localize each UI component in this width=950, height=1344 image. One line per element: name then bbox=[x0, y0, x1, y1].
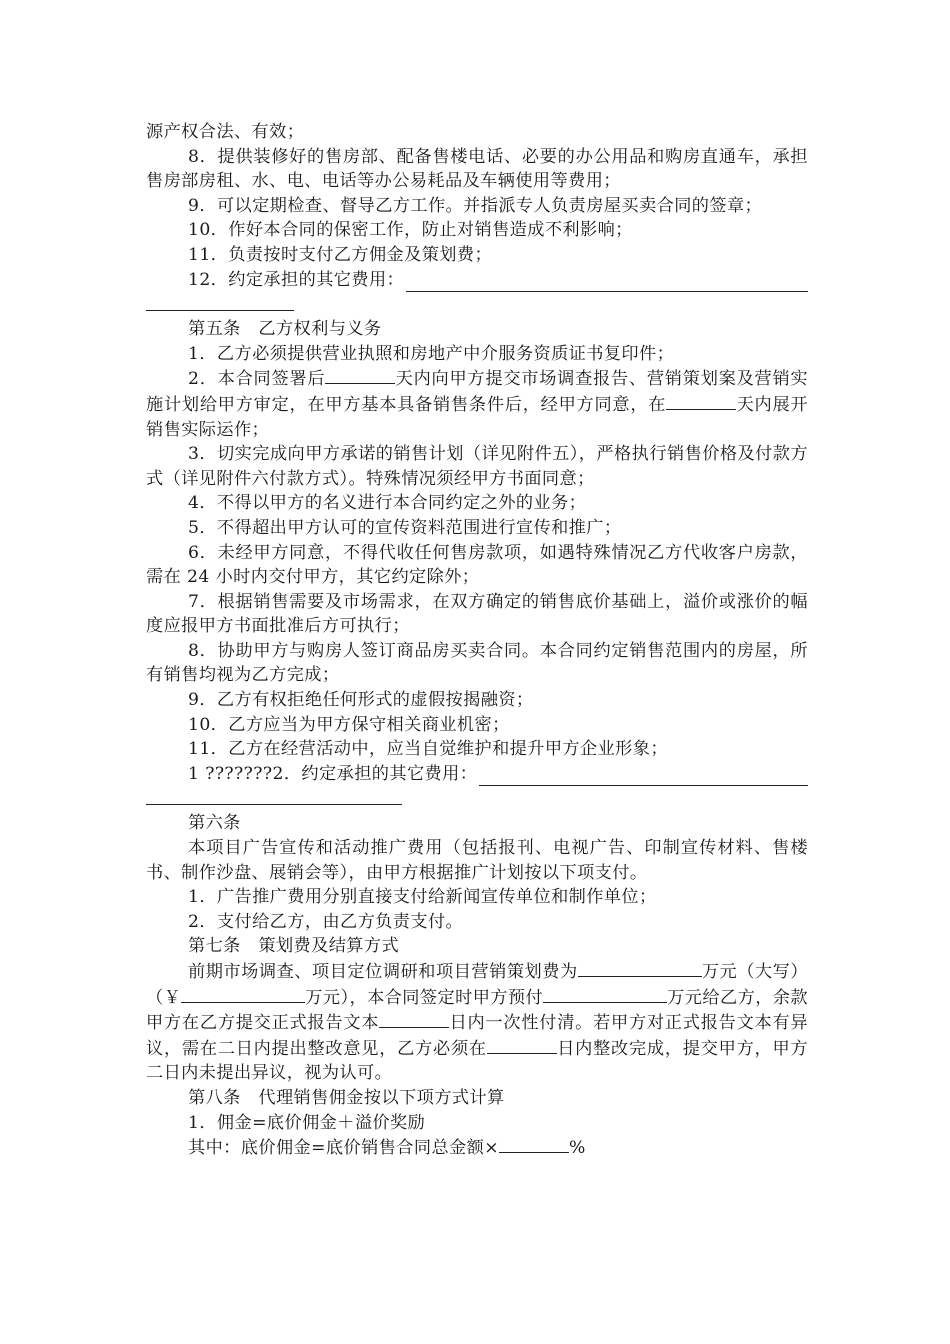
paragraph-text: 日内一次性付清。若甲方对正式报告文本有异议，需在二日内提出整改意见，乙方必须在 bbox=[146, 1013, 808, 1059]
list-item: 9．可以定期检查、督导乙方工作。并指派专人负责房屋买卖合同的签章； bbox=[188, 195, 763, 216]
paragraph bbox=[146, 959, 808, 1086]
text-line: 源产权合法、有效； bbox=[146, 122, 305, 142]
item-text: 天内展开销售实际运作； bbox=[146, 394, 808, 440]
fill-blank[interactable] bbox=[406, 274, 808, 292]
paragraph-text: 万元），本合同签定时甲方预付 bbox=[305, 987, 544, 1008]
fill-blank[interactable] bbox=[666, 392, 736, 410]
paragraph-text: 万元给乙方，余款甲方在乙方提交正式报告文本 bbox=[146, 987, 808, 1034]
formula-text: 其中：底价佣金=底价销售合同总金额× bbox=[188, 1138, 500, 1159]
list-item bbox=[146, 366, 808, 442]
list-item: 8．提供装修好的售房部、配备售楼电话、必要的办公用品和购房直通车，承担售房部房租、水、电、电话等办公易耗品及车辆使用等费用； bbox=[146, 146, 808, 192]
list-item: 10．乙方应当为甲方保守相关商业机密； bbox=[188, 714, 510, 735]
fill-blank[interactable] bbox=[325, 366, 395, 384]
list-item: 1．乙方必须提供营业执照和房地产中介服务资质证书复印件； bbox=[188, 343, 675, 364]
paragraph-text: 前期市场调查、项目定位调研和项目营销策划费为 bbox=[188, 962, 578, 982]
paragraph: 本项目广告宣传和活动推广费用（包括报刊、电视广告、印制宣传材料、售楼书、制作沙盘、展销会等），由甲方根据推广计划按以下项支付。 bbox=[146, 838, 808, 883]
list-item-label: 12．约定承担的其它费用： bbox=[188, 269, 405, 290]
article-title: 第五条 乙方权利与义务 bbox=[188, 319, 382, 340]
percent-sign: % bbox=[569, 1138, 586, 1159]
list-item: 2．支付给乙方，由乙方负责支付。 bbox=[188, 911, 464, 932]
list-item: 4．不得以甲方的名义进行本合同约定之外的业务； bbox=[188, 493, 587, 514]
list-item: 11．负责按时支付乙方佣金及策划费； bbox=[188, 244, 493, 265]
fill-blank[interactable] bbox=[487, 1036, 557, 1054]
fill-blank[interactable] bbox=[379, 1010, 449, 1028]
list-item: 3．切实完成向甲方承诺的销售计划（详见附件五），严格执行销售价格及付款方式（详见附件六付款方式）。特殊情况须经甲方书面同意； bbox=[146, 444, 808, 489]
item-text: 2．本合同签署后 bbox=[188, 369, 326, 390]
list-item-with-blank bbox=[146, 762, 808, 787]
list-item-label: 1 ???????2．约定承担的其它费用： bbox=[188, 763, 478, 784]
list-item: 11．乙方在经营活动中，应当自觉维护和提升甲方企业形象； bbox=[188, 739, 668, 760]
paragraph-text: 日内整改完成，提交甲方，甲方二日内未提出异议，视为认可。 bbox=[146, 1038, 808, 1084]
article-title: 第六条 bbox=[188, 813, 241, 834]
list-item: 6．未经甲方同意，不得代收任何售房款项，如遇特殊情况乙方代收客户房款，需在 24 小时内交付甲方，其它约定除外； bbox=[146, 542, 808, 588]
paragraph-text: 万元（大写）（￥ bbox=[146, 962, 808, 1008]
fill-blank[interactable] bbox=[578, 959, 702, 977]
list-item: 10．作好本合同的保密工作，防止对销售造成不利影响； bbox=[188, 220, 633, 241]
article-title: 第八条 代理销售佣金按以下项方式计算 bbox=[188, 1087, 505, 1108]
list-item: 5．不得超出甲方认可的宣传资料范围进行宣传和推广； bbox=[188, 517, 622, 538]
item-text: 天内向甲方提交市场调查报告、营销策划案及营销实施计划给甲方审定，在甲方基本具备销售条件后，经甲方同意，在 bbox=[146, 369, 808, 415]
list-item bbox=[146, 1135, 808, 1161]
list-item-with-blank bbox=[146, 268, 808, 293]
list-item: 1．佣金=底价佣金＋溢价奖励 bbox=[188, 1112, 426, 1133]
fill-blank[interactable] bbox=[543, 985, 667, 1003]
fill-blank[interactable] bbox=[181, 985, 305, 1003]
fill-blank[interactable] bbox=[499, 1135, 569, 1153]
fill-blank[interactable] bbox=[479, 768, 808, 786]
fill-blank-continuation[interactable] bbox=[146, 786, 402, 805]
contract-page bbox=[146, 120, 808, 1161]
list-item: 1．广告推广费用分别直接支付给新闻宣传单位和制作单位； bbox=[188, 887, 657, 908]
article-title: 第七条 策划费及结算方式 bbox=[188, 936, 400, 957]
fill-blank-continuation[interactable] bbox=[146, 292, 294, 311]
list-item: 9．乙方有权拒绝任何形式的虚假按揭融资； bbox=[188, 690, 534, 711]
list-item: 7．根据销售需要及市场需求，在双方确定的销售底价基础上，溢价或涨价的幅度应报甲方书面批准后方可执行； bbox=[146, 591, 808, 637]
list-item: 8．协助甲方与购房人签订商品房买卖合同。本合同约定销售范围内的房屋，所有销售均视为乙方完成； bbox=[146, 640, 808, 686]
